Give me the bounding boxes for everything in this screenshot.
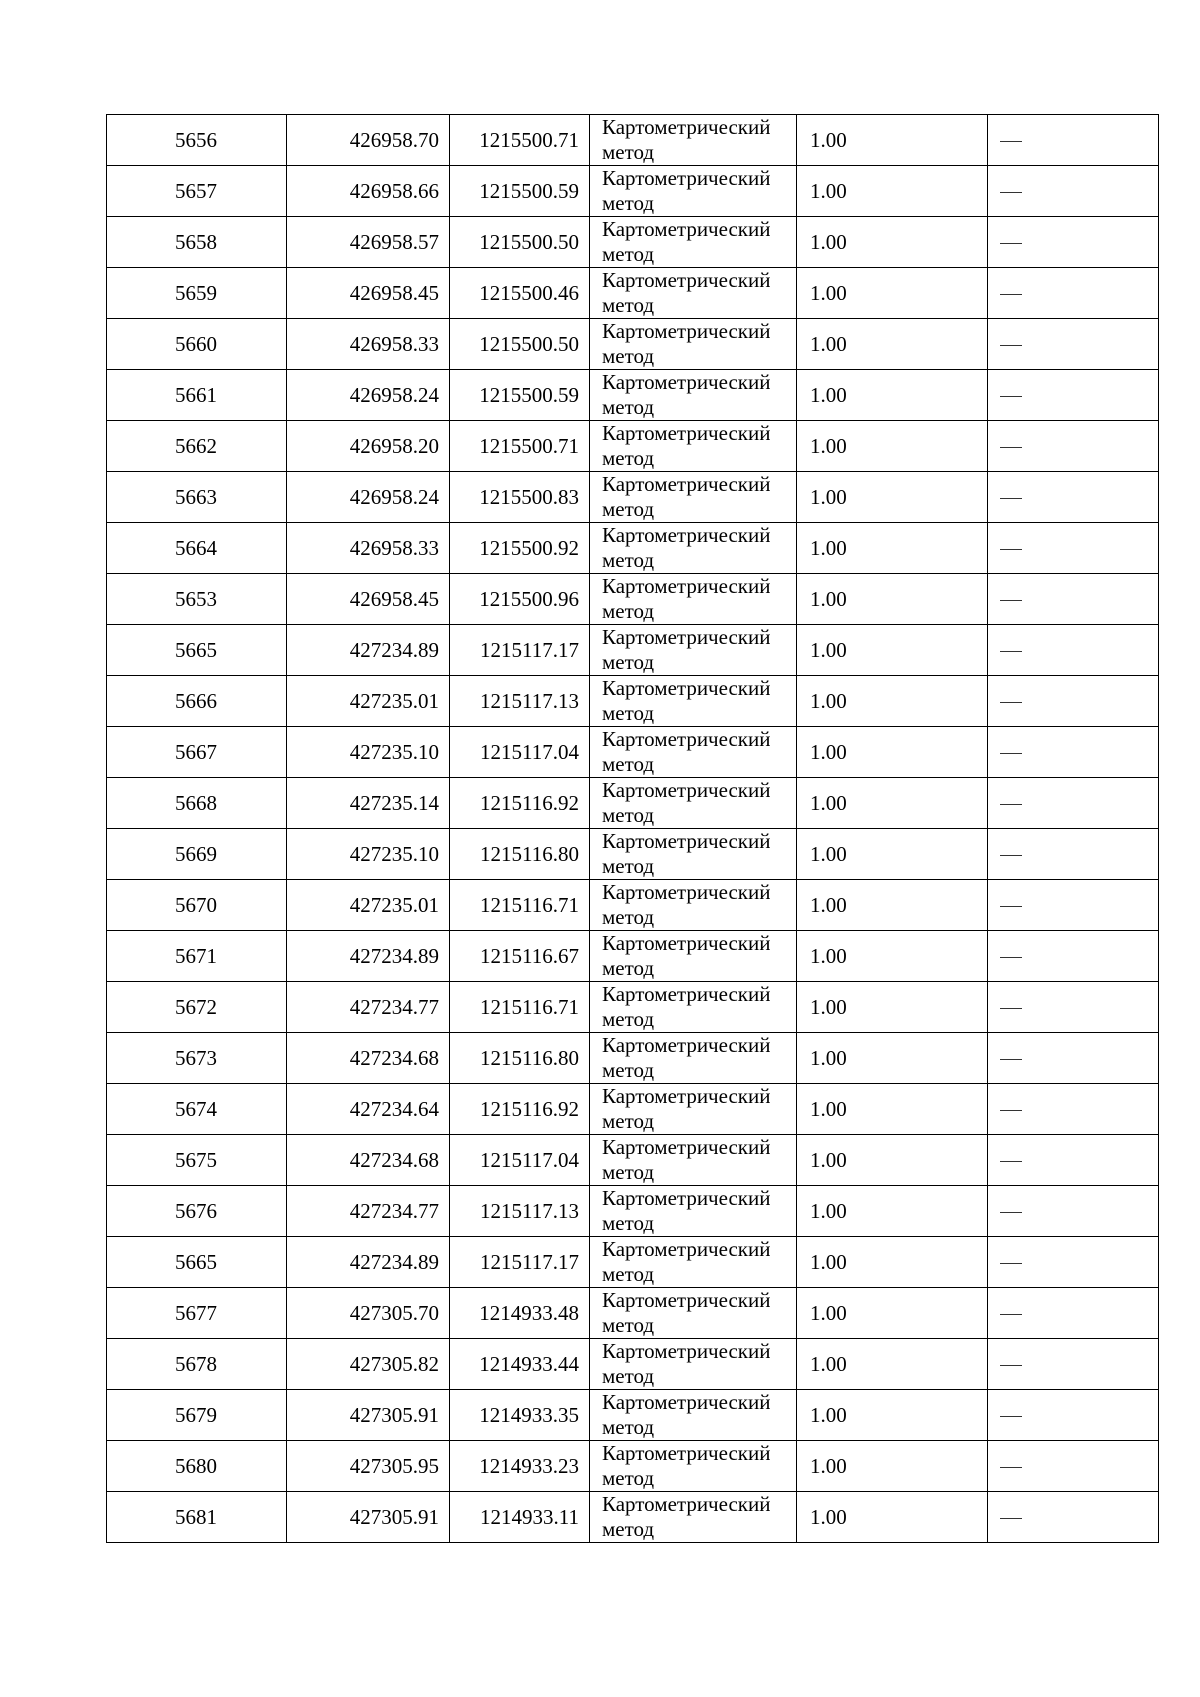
accuracy-cell: 1.00 bbox=[797, 676, 988, 727]
method-line-1: Картометрический bbox=[602, 982, 771, 1006]
coordinate-x-cell: 427234.89 bbox=[287, 1237, 450, 1288]
table-row bbox=[107, 217, 1159, 268]
point-number-cell: 5681 bbox=[107, 1492, 287, 1543]
method-line-1: Картометрический bbox=[602, 1033, 771, 1057]
coordinate-y-cell: 1215117.17 bbox=[450, 625, 590, 676]
description-dash bbox=[1000, 855, 1022, 856]
table-row bbox=[107, 1390, 1159, 1441]
method-line-2: метод bbox=[602, 803, 655, 827]
coordinate-x-cell: 426958.33 bbox=[287, 523, 450, 574]
method-cell bbox=[590, 880, 797, 931]
coordinate-y-cell: 1215500.83 bbox=[450, 472, 590, 523]
description-cell bbox=[988, 115, 1159, 166]
coordinate-x-cell: 427305.70 bbox=[287, 1288, 450, 1339]
method-cell bbox=[590, 115, 797, 166]
table-row bbox=[107, 1339, 1159, 1390]
point-number-cell: 5663 bbox=[107, 472, 287, 523]
method-line-1: Картометрический bbox=[602, 931, 771, 955]
description-cell bbox=[988, 625, 1159, 676]
coordinate-y-cell: 1215116.80 bbox=[450, 1033, 590, 1084]
accuracy-cell: 1.00 bbox=[797, 523, 988, 574]
coordinate-y-cell: 1215117.13 bbox=[450, 676, 590, 727]
table-row bbox=[107, 370, 1159, 421]
method-line-2: метод bbox=[602, 1517, 655, 1541]
description-cell bbox=[988, 931, 1159, 982]
coordinate-y-cell: 1215500.92 bbox=[450, 523, 590, 574]
method-line-1: Картометрический bbox=[602, 574, 771, 598]
description-dash bbox=[1000, 1467, 1022, 1468]
method-cell bbox=[590, 1033, 797, 1084]
description-dash bbox=[1000, 1416, 1022, 1417]
coordinate-x-cell: 426958.70 bbox=[287, 115, 450, 166]
method-line-2: метод bbox=[602, 344, 655, 368]
method-line-2: метод bbox=[602, 1466, 655, 1490]
coordinate-y-cell: 1215116.71 bbox=[450, 982, 590, 1033]
method-line-2: метод bbox=[602, 854, 655, 878]
coordinate-x-cell: 427234.68 bbox=[287, 1033, 450, 1084]
table-row bbox=[107, 727, 1159, 778]
coordinate-y-cell: 1215117.04 bbox=[450, 1135, 590, 1186]
accuracy-cell: 1.00 bbox=[797, 217, 988, 268]
table-row bbox=[107, 625, 1159, 676]
description-dash bbox=[1000, 1314, 1022, 1315]
point-number-cell: 5671 bbox=[107, 931, 287, 982]
method-line-1: Картометрический bbox=[602, 370, 771, 394]
accuracy-cell: 1.00 bbox=[797, 268, 988, 319]
coordinates-table-body bbox=[107, 115, 1159, 1543]
description-dash bbox=[1000, 651, 1022, 652]
point-number-cell: 5665 bbox=[107, 1237, 287, 1288]
table-row bbox=[107, 319, 1159, 370]
description-dash bbox=[1000, 243, 1022, 244]
accuracy-cell: 1.00 bbox=[797, 115, 988, 166]
coordinate-y-cell: 1215500.59 bbox=[450, 166, 590, 217]
coordinate-x-cell: 427305.91 bbox=[287, 1390, 450, 1441]
table-row bbox=[107, 1084, 1159, 1135]
table-row bbox=[107, 829, 1159, 880]
coordinate-x-cell: 427235.10 bbox=[287, 829, 450, 880]
description-cell bbox=[988, 778, 1159, 829]
table-row bbox=[107, 1186, 1159, 1237]
coordinate-y-cell: 1215116.71 bbox=[450, 880, 590, 931]
coordinate-x-cell: 426958.33 bbox=[287, 319, 450, 370]
accuracy-cell: 1.00 bbox=[797, 1390, 988, 1441]
method-cell bbox=[590, 1339, 797, 1390]
method-line-1: Картометрический bbox=[602, 727, 771, 751]
accuracy-cell: 1.00 bbox=[797, 727, 988, 778]
method-cell bbox=[590, 574, 797, 625]
method-line-2: метод bbox=[602, 1160, 655, 1184]
accuracy-cell: 1.00 bbox=[797, 1441, 988, 1492]
method-cell bbox=[590, 268, 797, 319]
coordinate-y-cell: 1215116.92 bbox=[450, 778, 590, 829]
method-line-2: метод bbox=[602, 1415, 655, 1439]
point-number-cell: 5674 bbox=[107, 1084, 287, 1135]
method-cell bbox=[590, 523, 797, 574]
coordinate-x-cell: 426958.57 bbox=[287, 217, 450, 268]
method-line-1: Картометрический bbox=[602, 1390, 771, 1414]
description-dash bbox=[1000, 1008, 1022, 1009]
method-cell bbox=[590, 1237, 797, 1288]
point-number-cell: 5658 bbox=[107, 217, 287, 268]
method-line-1: Картометрический bbox=[602, 217, 771, 241]
method-line-1: Картометрический bbox=[602, 778, 771, 802]
point-number-cell: 5661 bbox=[107, 370, 287, 421]
coordinate-y-cell: 1214933.44 bbox=[450, 1339, 590, 1390]
method-line-2: метод bbox=[602, 1364, 655, 1388]
method-line-1: Картометрический bbox=[602, 319, 771, 343]
coordinate-x-cell: 426958.20 bbox=[287, 421, 450, 472]
description-cell bbox=[988, 1441, 1159, 1492]
method-line-2: метод bbox=[602, 701, 655, 725]
coordinate-y-cell: 1215117.04 bbox=[450, 727, 590, 778]
method-line-1: Картометрический bbox=[602, 1492, 771, 1516]
coordinate-y-cell: 1215500.71 bbox=[450, 115, 590, 166]
coordinate-y-cell: 1215117.17 bbox=[450, 1237, 590, 1288]
method-cell bbox=[590, 727, 797, 778]
method-line-1: Картометрический bbox=[602, 268, 771, 292]
table-row bbox=[107, 1135, 1159, 1186]
description-cell bbox=[988, 1135, 1159, 1186]
description-cell bbox=[988, 166, 1159, 217]
description-cell bbox=[988, 217, 1159, 268]
coordinate-y-cell: 1215116.92 bbox=[450, 1084, 590, 1135]
coordinate-y-cell: 1215117.13 bbox=[450, 1186, 590, 1237]
method-cell bbox=[590, 370, 797, 421]
table-row bbox=[107, 268, 1159, 319]
description-dash bbox=[1000, 498, 1022, 499]
coordinate-y-cell: 1215500.96 bbox=[450, 574, 590, 625]
table-row bbox=[107, 1033, 1159, 1084]
description-dash bbox=[1000, 1059, 1022, 1060]
table-row bbox=[107, 421, 1159, 472]
point-number-cell: 5677 bbox=[107, 1288, 287, 1339]
description-dash bbox=[1000, 702, 1022, 703]
description-cell bbox=[988, 421, 1159, 472]
coordinate-y-cell: 1215500.71 bbox=[450, 421, 590, 472]
table-row bbox=[107, 676, 1159, 727]
description-cell bbox=[988, 1033, 1159, 1084]
method-line-2: метод bbox=[602, 446, 655, 470]
method-line-2: метод bbox=[602, 1211, 655, 1235]
accuracy-cell: 1.00 bbox=[797, 472, 988, 523]
description-dash bbox=[1000, 1365, 1022, 1366]
method-line-2: метод bbox=[602, 140, 655, 164]
point-number-cell: 5660 bbox=[107, 319, 287, 370]
method-cell bbox=[590, 829, 797, 880]
table-row bbox=[107, 523, 1159, 574]
coordinate-y-cell: 1215500.50 bbox=[450, 319, 590, 370]
coordinate-x-cell: 427234.89 bbox=[287, 931, 450, 982]
coordinate-y-cell: 1214933.35 bbox=[450, 1390, 590, 1441]
coordinate-x-cell: 426958.24 bbox=[287, 472, 450, 523]
description-dash bbox=[1000, 396, 1022, 397]
point-number-cell: 5653 bbox=[107, 574, 287, 625]
description-dash bbox=[1000, 192, 1022, 193]
coordinate-x-cell: 427234.64 bbox=[287, 1084, 450, 1135]
method-cell bbox=[590, 931, 797, 982]
method-cell bbox=[590, 625, 797, 676]
method-line-1: Картометрический bbox=[602, 1135, 771, 1159]
method-cell bbox=[590, 472, 797, 523]
description-cell bbox=[988, 523, 1159, 574]
point-number-cell: 5670 bbox=[107, 880, 287, 931]
method-line-1: Картометрический bbox=[602, 1288, 771, 1312]
method-line-1: Картометрический bbox=[602, 676, 771, 700]
description-dash bbox=[1000, 549, 1022, 550]
accuracy-cell: 1.00 bbox=[797, 880, 988, 931]
description-cell bbox=[988, 727, 1159, 778]
accuracy-cell: 1.00 bbox=[797, 1339, 988, 1390]
accuracy-cell: 1.00 bbox=[797, 166, 988, 217]
table-row bbox=[107, 166, 1159, 217]
accuracy-cell: 1.00 bbox=[797, 1033, 988, 1084]
description-cell bbox=[988, 1084, 1159, 1135]
method-cell bbox=[590, 1492, 797, 1543]
method-line-1: Картометрический bbox=[602, 625, 771, 649]
method-line-2: метод bbox=[602, 497, 655, 521]
table-row bbox=[107, 115, 1159, 166]
description-cell bbox=[988, 1339, 1159, 1390]
method-cell bbox=[590, 1441, 797, 1492]
method-line-2: метод bbox=[602, 242, 655, 266]
method-cell bbox=[590, 1288, 797, 1339]
accuracy-cell: 1.00 bbox=[797, 1135, 988, 1186]
method-cell bbox=[590, 982, 797, 1033]
accuracy-cell: 1.00 bbox=[797, 625, 988, 676]
coordinate-y-cell: 1215116.80 bbox=[450, 829, 590, 880]
description-dash bbox=[1000, 1212, 1022, 1213]
accuracy-cell: 1.00 bbox=[797, 319, 988, 370]
point-number-cell: 5676 bbox=[107, 1186, 287, 1237]
description-dash bbox=[1000, 906, 1022, 907]
accuracy-cell: 1.00 bbox=[797, 1492, 988, 1543]
method-line-2: метод bbox=[602, 650, 655, 674]
point-number-cell: 5675 bbox=[107, 1135, 287, 1186]
method-line-1: Картометрический bbox=[602, 1339, 771, 1363]
point-number-cell: 5664 bbox=[107, 523, 287, 574]
description-cell bbox=[988, 982, 1159, 1033]
table-row bbox=[107, 574, 1159, 625]
table-row bbox=[107, 982, 1159, 1033]
point-number-cell: 5669 bbox=[107, 829, 287, 880]
description-cell bbox=[988, 1237, 1159, 1288]
description-cell bbox=[988, 319, 1159, 370]
method-line-1: Картометрический bbox=[602, 1441, 771, 1465]
method-line-2: метод bbox=[602, 752, 655, 776]
description-cell bbox=[988, 1288, 1159, 1339]
accuracy-cell: 1.00 bbox=[797, 1186, 988, 1237]
method-cell bbox=[590, 1390, 797, 1441]
description-dash bbox=[1000, 447, 1022, 448]
description-dash bbox=[1000, 1161, 1022, 1162]
method-line-1: Картометрический bbox=[602, 1186, 771, 1210]
description-cell bbox=[988, 1390, 1159, 1441]
coordinate-x-cell: 427235.14 bbox=[287, 778, 450, 829]
coordinate-x-cell: 427234.89 bbox=[287, 625, 450, 676]
accuracy-cell: 1.00 bbox=[797, 829, 988, 880]
method-line-2: метод bbox=[602, 293, 655, 317]
accuracy-cell: 1.00 bbox=[797, 421, 988, 472]
method-cell bbox=[590, 1135, 797, 1186]
accuracy-cell: 1.00 bbox=[797, 1288, 988, 1339]
point-number-cell: 5667 bbox=[107, 727, 287, 778]
description-dash bbox=[1000, 1263, 1022, 1264]
coordinate-y-cell: 1215500.59 bbox=[450, 370, 590, 421]
table-row bbox=[107, 1237, 1159, 1288]
coordinate-x-cell: 427234.77 bbox=[287, 1186, 450, 1237]
coordinate-y-cell: 1215116.67 bbox=[450, 931, 590, 982]
table-row bbox=[107, 472, 1159, 523]
coordinate-x-cell: 427234.68 bbox=[287, 1135, 450, 1186]
point-number-cell: 5665 bbox=[107, 625, 287, 676]
point-number-cell: 5679 bbox=[107, 1390, 287, 1441]
method-cell bbox=[590, 778, 797, 829]
method-line-2: метод bbox=[602, 599, 655, 623]
coordinate-x-cell: 427305.91 bbox=[287, 1492, 450, 1543]
method-line-2: метод bbox=[602, 1007, 655, 1031]
method-line-1: Картометрический bbox=[602, 472, 771, 496]
table-row bbox=[107, 1288, 1159, 1339]
coordinate-x-cell: 426958.45 bbox=[287, 268, 450, 319]
description-dash bbox=[1000, 804, 1022, 805]
coordinate-x-cell: 427305.95 bbox=[287, 1441, 450, 1492]
description-dash bbox=[1000, 1110, 1022, 1111]
coordinate-x-cell: 427235.01 bbox=[287, 676, 450, 727]
table-row bbox=[107, 880, 1159, 931]
method-line-1: Картометрический bbox=[602, 166, 771, 190]
coordinate-x-cell: 426958.24 bbox=[287, 370, 450, 421]
coordinate-x-cell: 427235.10 bbox=[287, 727, 450, 778]
description-cell bbox=[988, 1492, 1159, 1543]
accuracy-cell: 1.00 bbox=[797, 982, 988, 1033]
coordinate-x-cell: 426958.45 bbox=[287, 574, 450, 625]
coordinate-y-cell: 1214933.48 bbox=[450, 1288, 590, 1339]
description-dash bbox=[1000, 957, 1022, 958]
method-line-2: метод bbox=[602, 1262, 655, 1286]
coordinate-y-cell: 1215500.46 bbox=[450, 268, 590, 319]
point-number-cell: 5668 bbox=[107, 778, 287, 829]
method-cell bbox=[590, 1084, 797, 1135]
description-cell bbox=[988, 676, 1159, 727]
coordinate-y-cell: 1214933.11 bbox=[450, 1492, 590, 1543]
accuracy-cell: 1.00 bbox=[797, 370, 988, 421]
coordinates-table bbox=[106, 114, 1159, 1543]
point-number-cell: 5662 bbox=[107, 421, 287, 472]
method-line-2: метод bbox=[602, 395, 655, 419]
coordinate-y-cell: 1214933.23 bbox=[450, 1441, 590, 1492]
method-line-2: метод bbox=[602, 1109, 655, 1133]
description-cell bbox=[988, 370, 1159, 421]
description-cell bbox=[988, 268, 1159, 319]
accuracy-cell: 1.00 bbox=[797, 1084, 988, 1135]
coordinate-x-cell: 427234.77 bbox=[287, 982, 450, 1033]
method-line-1: Картометрический bbox=[602, 523, 771, 547]
description-dash bbox=[1000, 345, 1022, 346]
table-row bbox=[107, 931, 1159, 982]
point-number-cell: 5678 bbox=[107, 1339, 287, 1390]
accuracy-cell: 1.00 bbox=[797, 931, 988, 982]
method-line-2: метод bbox=[602, 548, 655, 572]
accuracy-cell: 1.00 bbox=[797, 778, 988, 829]
description-cell bbox=[988, 829, 1159, 880]
method-cell bbox=[590, 319, 797, 370]
table-row bbox=[107, 1441, 1159, 1492]
method-line-1: Картометрический bbox=[602, 829, 771, 853]
method-cell bbox=[590, 217, 797, 268]
method-cell bbox=[590, 1186, 797, 1237]
description-cell bbox=[988, 880, 1159, 931]
method-line-1: Картометрический bbox=[602, 880, 771, 904]
accuracy-cell: 1.00 bbox=[797, 574, 988, 625]
point-number-cell: 5666 bbox=[107, 676, 287, 727]
method-line-1: Картометрический bbox=[602, 1084, 771, 1108]
table-row bbox=[107, 778, 1159, 829]
point-number-cell: 5659 bbox=[107, 268, 287, 319]
accuracy-cell: 1.00 bbox=[797, 1237, 988, 1288]
method-line-2: метод bbox=[602, 905, 655, 929]
point-number-cell: 5673 bbox=[107, 1033, 287, 1084]
description-cell bbox=[988, 472, 1159, 523]
description-dash bbox=[1000, 753, 1022, 754]
table-row bbox=[107, 1492, 1159, 1543]
method-line-2: метод bbox=[602, 956, 655, 980]
method-line-2: метод bbox=[602, 1058, 655, 1082]
point-number-cell: 5672 bbox=[107, 982, 287, 1033]
coordinate-x-cell: 426958.66 bbox=[287, 166, 450, 217]
method-line-1: Картометрический bbox=[602, 1237, 771, 1261]
method-line-2: метод bbox=[602, 1313, 655, 1337]
method-cell bbox=[590, 421, 797, 472]
description-dash bbox=[1000, 1518, 1022, 1519]
coordinate-x-cell: 427235.01 bbox=[287, 880, 450, 931]
method-cell bbox=[590, 166, 797, 217]
coordinate-y-cell: 1215500.50 bbox=[450, 217, 590, 268]
method-line-1: Картометрический bbox=[602, 421, 771, 445]
description-cell bbox=[988, 1186, 1159, 1237]
point-number-cell: 5680 bbox=[107, 1441, 287, 1492]
description-dash bbox=[1000, 294, 1022, 295]
description-cell bbox=[988, 574, 1159, 625]
method-cell bbox=[590, 676, 797, 727]
point-number-cell: 5656 bbox=[107, 115, 287, 166]
description-dash bbox=[1000, 141, 1022, 142]
description-dash bbox=[1000, 600, 1022, 601]
coordinate-x-cell: 427305.82 bbox=[287, 1339, 450, 1390]
point-number-cell: 5657 bbox=[107, 166, 287, 217]
method-line-2: метод bbox=[602, 191, 655, 215]
method-line-1: Картометрический bbox=[602, 115, 771, 139]
